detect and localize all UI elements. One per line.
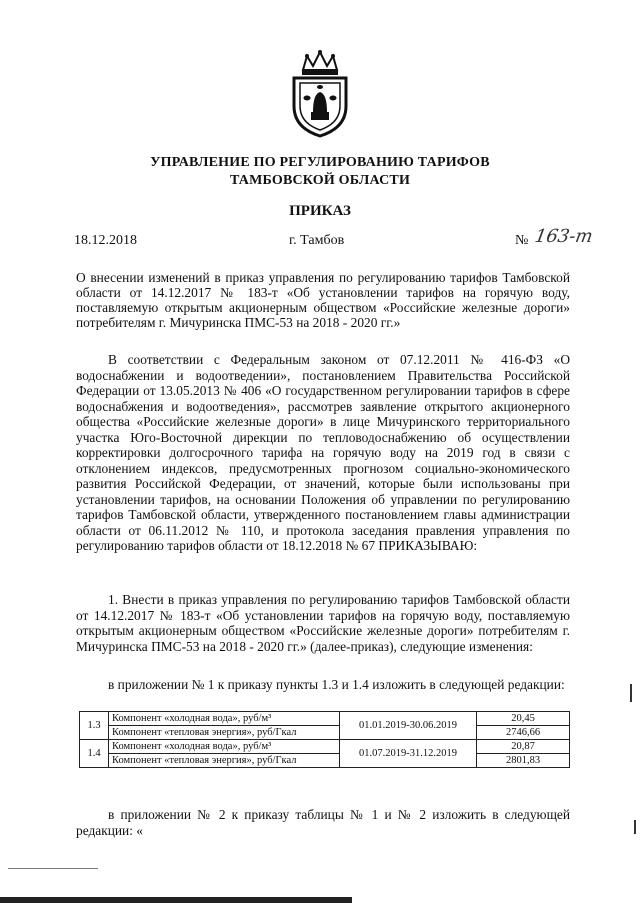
- scan-artifact-mark: [634, 820, 636, 834]
- value-cell: 2746,66: [477, 726, 570, 740]
- table-row: [80, 740, 570, 754]
- document-city: г. Тамбов: [289, 233, 345, 248]
- annex-2-intro: в приложении № 2 к приказу таблицы № 1 и № 2 изложить в следующей редакции: «: [76, 807, 570, 838]
- document-number-label: №: [515, 233, 529, 248]
- tambov-coat-of-arms-emblem: [285, 50, 355, 138]
- value-cell: 20,45: [477, 712, 570, 726]
- component-cell: Компонент «холодная вода», руб/м³: [109, 740, 340, 754]
- component-cell: Компонент «тепловая энергия», руб/Гкал: [109, 726, 340, 740]
- scan-artifact-line: [8, 868, 98, 869]
- component-cell: Компонент «тепловая энергия», руб/Гкал: [109, 754, 340, 768]
- document-subject: О внесении изменений в приказ управления по регулированию тарифов Тамбовской области от 14.12.2017 № 183-т «Об установлении тарифов на горячую воду, поставляемую открытым акционерным обществом «Российские железные дороги» потребителям г. Мичуринска ПМС-53 на 2018 - 2020 гг.»: [76, 270, 570, 330]
- scan-artifact-mark: [630, 684, 632, 702]
- table-row: [80, 754, 570, 768]
- annex-1-intro: в приложении № 1 к приказу пункты 1.3 и 1.4 изложить в следующей редакции:: [108, 677, 565, 692]
- tariff-table: [79, 711, 570, 768]
- item-code-cell: 1.3: [80, 712, 109, 740]
- table-row: [80, 726, 570, 740]
- scan-bottom-edge: [0, 897, 352, 903]
- preamble-paragraph: В соответствии с Федеральным законом от 07.12.2011 № 416-ФЗ «О водоснабжении и водоотведении», постановлением Правительства Российской Федерации от 13.05.2013 № 406 «О государственном регулировании тарифов в сфере водоснабжения и водоотведения», рассмотрев заявление открытого акционерного общества «Российские железные дороги» в лице Мичуринского территориального участка Юго-Восточной дирекции по тепловодоснабжению об осуществлении корректировки долгосрочного тарифа на горячую воду на 2019 год в связи с отклонением индексов, предусмотренных прогнозом социально-экономического развития Российской Федерации, от значений, которые были использованы при установлении тарифов, на основании Положения об управлении по регулированию тарифов Тамбовской области, утвержденного постановлением главы администрации области от 06.11.2012 № 110, и протокола заседания правления управления по регулированию тарифов области от 18.12.2018 № 67 ПРИКАЗЫВАЮ:: [76, 352, 570, 553]
- period-cell: 01.07.2019-31.12.2019: [340, 740, 477, 768]
- component-cell: Компонент «холодная вода», руб/м³: [109, 712, 340, 726]
- document-type: ПРИКАЗ: [289, 203, 351, 219]
- table-row: [80, 712, 570, 726]
- org-line-1: УПРАВЛЕНИЕ ПО РЕГУЛИРОВАНИЮ ТАРИФОВ: [150, 155, 490, 170]
- item-1-paragraph: 1. Внести в приказ управления по регулированию тарифов Тамбовской области от 14.12.2017 № 183-т «Об установлении тарифов на горячую воду, поставляемую открытым акционерным обществом «Российские железные дороги» потребителям г. Мичуринска ПМС-53 на 2018 - 2020 гг.» (далее-приказ), следующие изменения:: [76, 592, 570, 654]
- org-line-2: ТАМБОВСКОЙ ОБЛАСТИ: [229, 173, 411, 188]
- organization-name: [60, 154, 580, 190]
- document-date: 18.12.2018: [74, 233, 137, 248]
- value-cell: 2801,83: [477, 754, 570, 768]
- period-cell: 01.01.2019-30.06.2019: [340, 712, 477, 740]
- handwritten-document-number: 163-т: [533, 226, 595, 247]
- item-code-cell: 1.4: [80, 740, 109, 768]
- value-cell: 20,87: [477, 740, 570, 754]
